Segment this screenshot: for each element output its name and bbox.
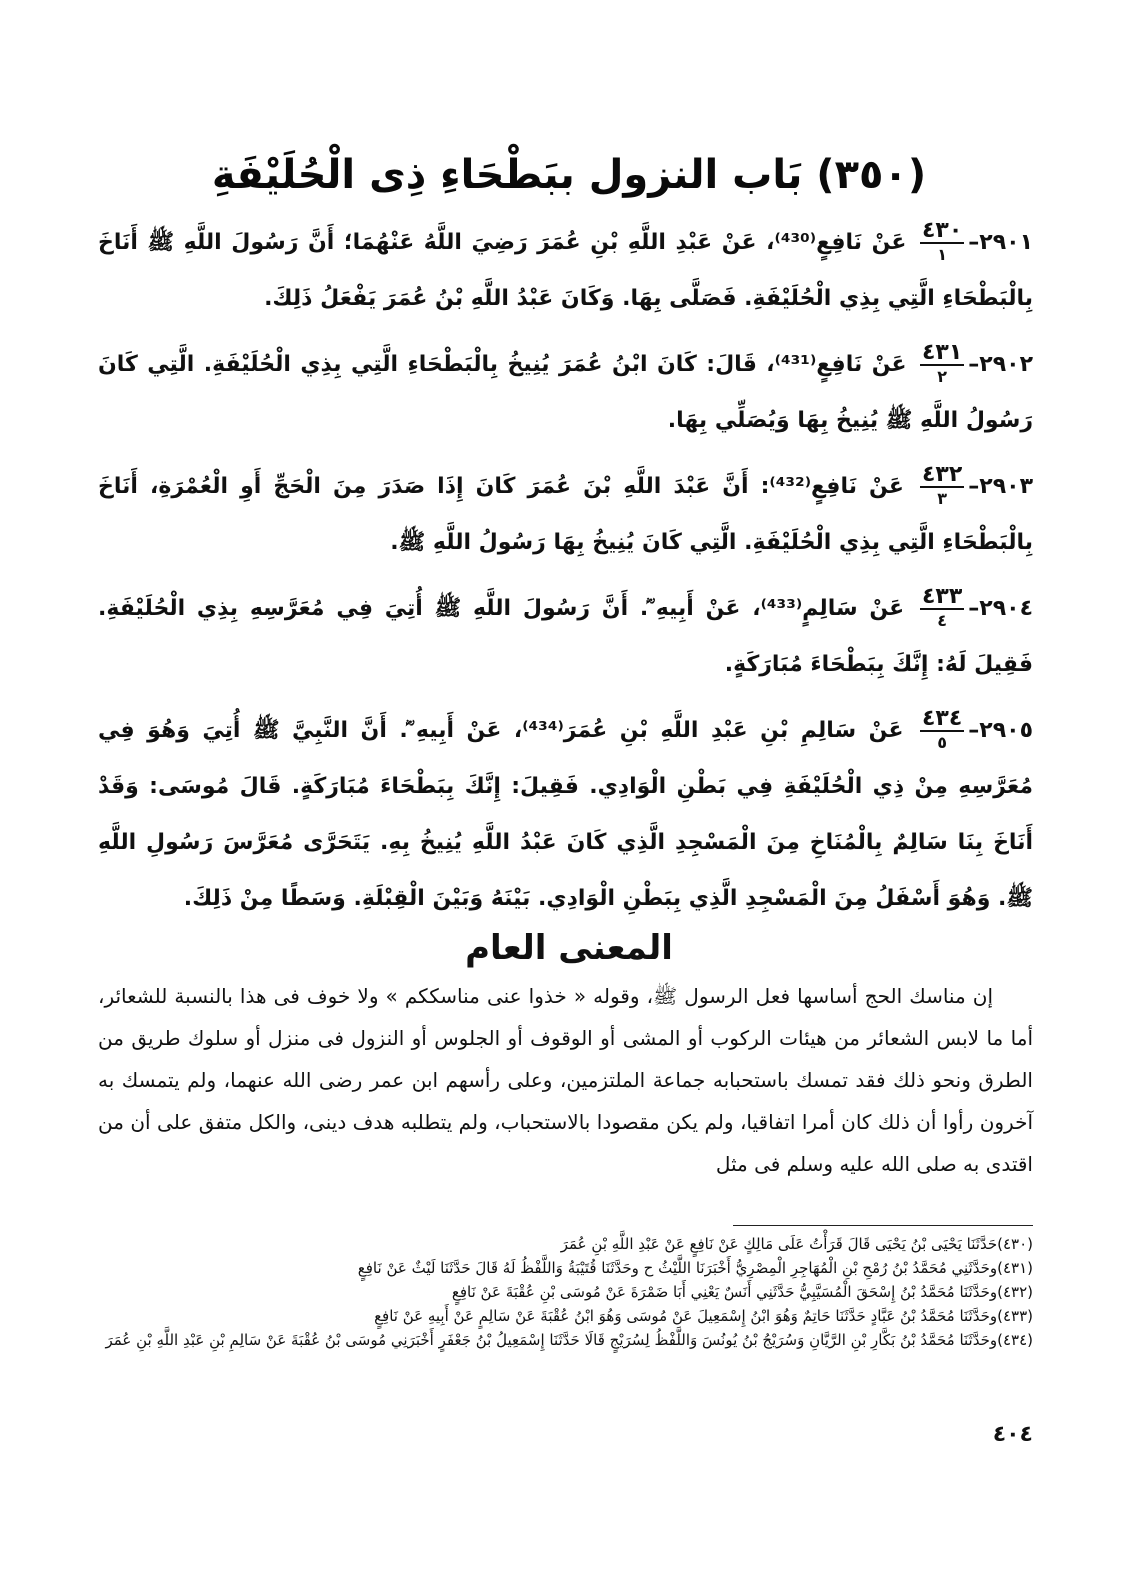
hadith-2903 [98, 459, 1033, 571]
hadith-text: عَنْ نَافِعٍ⁽⁴³⁰⁾، عَنْ عَبْدِ اللَّهِ بْنِ عُمَرَ رَضِيَ اللَّهُ عَنْهُمَا؛ أَنَّ رَسُولَ اللَّهِ ﷺ أَنَاخَ بِالْبَطْحَاءِ الَّتِي بِذِي الْحُلَيْفَةِ. فَصَلَّى بِهَا. وَكَانَ عَبْدُ اللَّهِ بْنُ عُمَرَ يَفْعَلُ ذَلِكَ. [98, 230, 1033, 311]
footnote-item: (٤٣٤)وحَدَّثَنَا مُحَمَّدُ بْنُ بَكَّارِ بْنِ الرَّيَّانِ وَسُرَيْجُ بْنُ يُونُسَ وَاللَّفْظُ لِسُرَيْجٍ قَالَا حَدَّثَنَا إِسْمَعِيلُ بْنُ جَعْفَرٍ أَخْبَرَنِي مُوسَى بْنُ عُقْبَةَ عَنْ سَالِمِ بْنِ عَبْدِ اللَّهِ بْنِ عُمَرَ [105, 1331, 1033, 1349]
footnote-item: (٤٣١)وحَدَّثَنِي مُحَمَّدُ بْنُ رُمْحِ بْنِ الْمُهَاجِرِ الْمِصْرِيُّ أَخْبَرَنَا اللَّيْثُ ح وحَدَّثَنَا قُتَيْبَةُ وَاللَّفْظُ لَهُ قَالَ حَدَّثَنَا لَيْثٌ عَنْ نَافِعٍ [357, 1259, 1033, 1277]
footnote-item: (٤٣٣)وحَدَّثَنَا مُحَمَّدُ بْنُ عَبَّادٍ حَدَّثَنَا حَاتِمٌ وَهُوَ ابْنُ إِسْمَعِيلَ عَنْ مُوسَى وَهُوَ ابْنُ عُقْبَةَ عَنْ سَالِمٍ عَنْ أَبِيهِ عَنْ نَافِعٍ [374, 1307, 1033, 1325]
hadith-sub-number: ٤٣٣ ٤ [921, 584, 963, 630]
hadith-number: ٢٩٠٣– [968, 474, 1033, 499]
footnote-item: (٤٣٢)وحَدَّثَنَا مُحَمَّدُ بْنُ إِسْحَقَ الْمُسَيَّبِيُّ حَدَّثَنِي أَنَسٌ يَعْنِي أَبَا ضَمْرَةَ عَنْ مُوسَى بْنِ عُقْبَةَ عَنْ نَافِعٍ [451, 1283, 1033, 1301]
hadith-2905 [98, 703, 1033, 927]
hadith-sub-number: ٤٣١ ٢ [921, 340, 963, 386]
page-number: ٤٠٤ [992, 1422, 1033, 1447]
section-title: المعنى العام [465, 928, 673, 969]
hadith-text: عَنْ سَالِمٍ⁽⁴³³⁾، عَنْ أَبِيهِ ؓ. أَنَّ رَسُولَ اللَّهِ ﷺ أُتِيَ فِي مُعَرَّسِهِ بِذِي الْحُلَيْفَةِ. فَقِيلَ لَهُ: إِنَّكَ بِبَطْحَاءَ مُبَارَكَةٍ. [98, 596, 1033, 677]
hadith-number: ٢٩٠١– [968, 230, 1033, 255]
commentary-paragraph: إن مناسك الحج أساسها فعل الرسول ﷺ، وقوله « خذوا عنى مناسككم » ولا خوف فى هذا بالنسبة للشعائر، أما ما لابس الشعائر من هيئات الركوب أو المشى أو الوقوف أو الجلوس أو النزول فى منزل أو سلوك طريق من الطرق ونحو ذلك فقد تمسك باستحبابه جماعة الملتزمين، وعلى رأسهم ابن عمر رضى الله عنهما، ولم يتمسك به آخرون رأوا أن ذلك كان أمرا اتفاقيا، ولم يكن مقصودا بالاستحباب، ولم يتطلبه هدف دينى، والكل متفق على أن من اقتدى به صلى الله عليه وسلم فى مثل [98, 984, 1033, 1176]
hadith-number: ٢٩٠٥– [968, 718, 1033, 743]
hadith-text: عَنْ نَافِعٍ⁽⁴³¹⁾، قَالَ: كَانَ ابْنُ عُمَرَ يُنِيخُ بِالْبَطْحَاءِ الَّتِي بِذِي الْحُلَيْفَةِ. الَّتِي كَانَ رَسُولُ اللَّهِ ﷺ يُنِيخُ بِهَا وَيُصَلِّي بِهَا. [98, 352, 1033, 433]
hadith-list [98, 215, 1033, 937]
hadith-2902 [98, 337, 1033, 449]
hadith-sub-number: ٤٣٢ ٣ [921, 462, 963, 508]
chapter-title: (٣٥٠) بَاب النزول ببَطْحَاءِ ذِى الْحُلَيْفَةِ [211, 151, 927, 198]
hadith-text: عَنْ نَافِعٍ⁽⁴³²⁾: أَنَّ عَبْدَ اللَّهِ بْنَ عُمَرَ كَانَ إِذَا صَدَرَ مِنَ الْحَجِّ أَوِ الْعُمْرَةِ، أَنَاخَ بِالْبَطْحَاءِ الَّتِي بِذِي الْحُلَيْفَةِ. الَّتِي كَانَ يُنِيخُ بِهَا رَسُولُ اللَّهِ ﷺ. [98, 474, 1033, 555]
footnote-item: (٤٣٠)حَدَّثَنَا يَحْيَى بْنُ يَحْيَى قَالَ قَرَأْتُ عَلَى مَالِكٍ عَنْ نَافِعٍ عَنْ عَبْدِ اللَّهِ بْنِ عُمَرَ [560, 1235, 1033, 1253]
hadith-sub-number: ٤٣٠ ١ [921, 218, 963, 264]
footnotes [98, 1232, 1033, 1352]
hadith-text: عَنْ سَالِمِ بْنِ عَبْدِ اللَّهِ بْنِ عُمَرَ⁽⁴³⁴⁾، عَنْ أَبِيهِ ؓ. أَنَّ النَّبِيَّ ﷺ أُتِيَ وَهُوَ فِي مُعَرَّسِهِ مِنْ ذِي الْحُلَيْفَةِ فِي بَطْنِ الْوَادِي. فَقِيلَ: إِنَّكَ بِبَطْحَاءَ مُبَارَكَةٍ. قَالَ مُوسَى: وَقَدْ أَنَاخَ بِنَا سَالِمٌ بِالْمُنَاخِ مِنَ الْمَسْجِدِ الَّذِي كَانَ عَبْدُ اللَّهِ يُنِيخُ بِهِ. يَتَحَرَّى مُعَرَّسَ رَسُولِ اللَّهِ ﷺ. وَهُوَ أَسْفَلُ مِنَ الْمَسْجِدِ الَّذِي بِبَطْنِ الْوَادِي. بَيْنَهُ وَبَيْنَ الْقِبْلَةِ. وَسَطًا مِنْ ذَلِكَ. [98, 718, 1033, 911]
hadith-sub-number: ٤٣٤ ٥ [921, 706, 963, 752]
hadith-2904 [98, 581, 1033, 693]
hadith-2901 [98, 215, 1033, 327]
hadith-number: ٢٩٠٤– [968, 596, 1033, 621]
hadith-number: ٢٩٠٢– [968, 352, 1033, 377]
footnote-divider [733, 1225, 1033, 1226]
